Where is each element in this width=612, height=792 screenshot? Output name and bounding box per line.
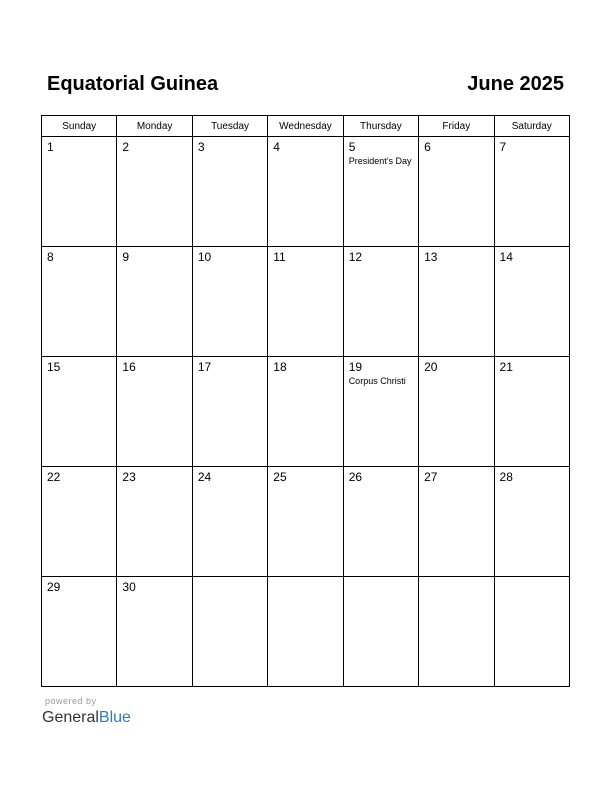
- calendar-day-cell: [268, 247, 343, 357]
- day-number: 18: [273, 360, 287, 374]
- calendar-grid: [41, 115, 570, 687]
- calendar-day-cell: [419, 247, 494, 357]
- calendar-day-cell: [192, 247, 267, 357]
- weekday-header: Monday: [117, 116, 192, 137]
- day-number: 25: [273, 470, 287, 484]
- calendar-day-cell: [117, 247, 192, 357]
- weekday-header: Thursday: [343, 116, 418, 137]
- calendar-empty-cell: [419, 577, 494, 687]
- day-number: 13: [424, 250, 438, 264]
- day-number: 10: [197, 250, 212, 264]
- weekday-header: Friday: [419, 116, 494, 137]
- day-number: 30: [122, 580, 136, 594]
- calendar-day-cell: [494, 137, 569, 247]
- calendar-empty-cell: [343, 577, 418, 687]
- day-number: 16: [122, 360, 136, 374]
- brand-name-blue: Blue: [98, 709, 131, 726]
- brand-name-general: General: [42, 709, 99, 726]
- day-number: 28: [499, 470, 513, 484]
- calendar-day-cell: [268, 467, 343, 577]
- calendar-month-title: June 2025: [467, 73, 564, 95]
- day-number: 12: [348, 250, 363, 264]
- calendar-day-cell: [343, 137, 418, 247]
- calendar-week-row: [42, 357, 570, 467]
- holiday-label: President’s Day: [348, 156, 412, 166]
- calendar-day-cell: [192, 137, 267, 247]
- calendar-day-cell: [42, 467, 117, 577]
- day-number: 2: [122, 140, 130, 154]
- calendar-day-cell: [343, 357, 418, 467]
- calendar-day-cell: [419, 467, 494, 577]
- calendar-week-row: [42, 577, 570, 687]
- day-number: 7: [499, 140, 507, 154]
- day-number: 26: [348, 470, 363, 484]
- calendar-day-cell: [117, 577, 192, 687]
- calendar-day-cell: [343, 247, 418, 357]
- calendar-day-cell: [419, 137, 494, 247]
- calendar-week-row: [42, 137, 570, 247]
- calendar-day-cell: [192, 467, 267, 577]
- calendar-country-title: Equatorial Guinea: [47, 73, 219, 95]
- generalblue-logo: [42, 708, 131, 728]
- calendar-day-cell: [268, 137, 343, 247]
- calendar-week-row: [42, 467, 570, 577]
- day-number: 3: [197, 140, 205, 154]
- calendar-empty-cell: [494, 577, 569, 687]
- day-number: 24: [197, 470, 212, 484]
- calendar-empty-cell: [268, 577, 343, 687]
- calendar-day-cell: [42, 357, 117, 467]
- holiday-label: Corpus Christi: [348, 376, 406, 386]
- day-number: 5: [348, 140, 356, 154]
- calendar-day-cell: [494, 467, 569, 577]
- day-number: 21: [499, 360, 513, 374]
- day-number: 6: [424, 140, 431, 154]
- day-number: 20: [424, 360, 438, 374]
- calendar-empty-cell: [192, 577, 267, 687]
- calendar-day-cell: [494, 357, 569, 467]
- day-number: 27: [424, 470, 438, 484]
- weekday-header: Wednesday: [268, 116, 343, 137]
- day-number: 17: [197, 360, 212, 374]
- calendar-day-cell: [117, 357, 192, 467]
- calendar-day-cell: [419, 357, 494, 467]
- day-number: 8: [47, 250, 54, 264]
- day-number: 15: [47, 360, 61, 374]
- day-number: 9: [122, 250, 130, 264]
- calendar-day-cell: [494, 247, 569, 357]
- calendar-day-cell: [268, 357, 343, 467]
- powered-by-label: powered by: [45, 696, 97, 706]
- day-number: 29: [47, 580, 61, 594]
- calendar-day-cell: [192, 357, 267, 467]
- day-number: 4: [273, 140, 280, 154]
- day-number: 14: [499, 250, 513, 264]
- calendar-day-cell: [42, 247, 117, 357]
- calendar-day-cell: [343, 467, 418, 577]
- day-number: 1: [47, 140, 54, 154]
- calendar-week-row: [42, 247, 570, 357]
- weekday-header: Saturday: [494, 116, 569, 137]
- day-number: 23: [122, 470, 136, 484]
- day-number: 19: [348, 360, 363, 374]
- calendar-day-cell: [117, 467, 192, 577]
- calendar-day-cell: [42, 137, 117, 247]
- weekday-header: Tuesday: [192, 116, 267, 137]
- calendar-day-cell: [117, 137, 192, 247]
- day-number: 22: [47, 470, 61, 484]
- weekday-header-row: [42, 116, 570, 137]
- calendar-day-cell: [42, 577, 117, 687]
- footer-branding: [42, 696, 131, 728]
- day-number: 11: [273, 250, 286, 264]
- weekday-header: Sunday: [42, 116, 117, 137]
